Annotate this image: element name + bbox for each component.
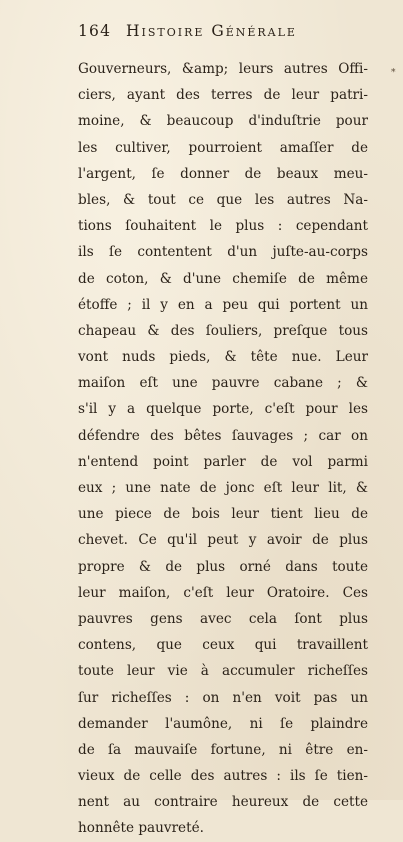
text-line: ciers, ayant des terres de leur patri- — [78, 87, 368, 104]
text-line: demander l'aumône, ni ſe plaindre — [78, 715, 368, 732]
text-line: les cultiver, pourroient amaſſer de — [78, 139, 368, 156]
page-header — [78, 20, 368, 44]
text-line: de ſa mauvaiſe fortune, ni être en- — [78, 741, 368, 758]
text-line: eux ; une nate de jonc eſt leur lit, & — [78, 480, 368, 496]
text-line: l'argent, ſe donner de beaux meu- — [78, 165, 368, 182]
body-text — [78, 56, 368, 842]
text-line: bles, & tout ce que les autres Na- — [78, 191, 368, 208]
text-line: moine, & beaucoup d'induſtrie pour — [78, 113, 368, 130]
text-line: tions ſouhaitent le plus : cependant — [78, 218, 368, 235]
text-line: chevet. Ce qu'il peut y avoir de plus — [78, 532, 368, 549]
text-line: Gouverneurs, &amp; leurs autres Offi- — [78, 61, 368, 77]
text-line: leur maiſon, c'eſt leur Oratoire. Ces — [78, 584, 368, 601]
running-head: Histoire Générale — [126, 22, 297, 40]
text-line: maiſon eſt une pauvre cabane ; & — [78, 375, 368, 392]
text-line: toute leur vie à accumuler richeſſes — [78, 663, 368, 680]
text-line: étoffe ; il y en a peu qui portent un — [78, 296, 368, 313]
text-line: vont nuds pieds, & tête nue. Leur — [78, 349, 368, 366]
text-line: s'il y a quelque porte, c'eſt pour les — [78, 401, 368, 418]
page-number: 164 — [78, 22, 112, 40]
text-line: nent au contraire heureux de cette — [78, 794, 368, 811]
text-line: honnête pauvreté. — [78, 820, 204, 837]
text-line: pauvres gens avec cela ſont plus — [78, 610, 368, 627]
text-line: chapeau & des ſouliers, preſque tous — [78, 322, 368, 339]
text-line: propre & de plus orné dans toute — [78, 558, 368, 575]
margin-mark: * — [391, 68, 396, 78]
text-line: défendre des bêtes ſauvages ; car on — [78, 427, 368, 444]
text-line: une piece de bois leur tient lieu de — [78, 506, 368, 523]
text-line: n'entend point parler de vol parmi — [78, 453, 368, 470]
text-line: vieux de celle des autres : ils ſe tien- — [78, 768, 368, 785]
text-line: ils ſe contentent d'un juſte-au-corps — [78, 244, 368, 261]
text-line: de coton, & d'une chemiſe de même — [78, 270, 368, 287]
text-line: contens, que ceux qui travaillent — [78, 637, 368, 654]
text-line: ſur richeſſes : on n'en voit pas un — [78, 689, 368, 706]
